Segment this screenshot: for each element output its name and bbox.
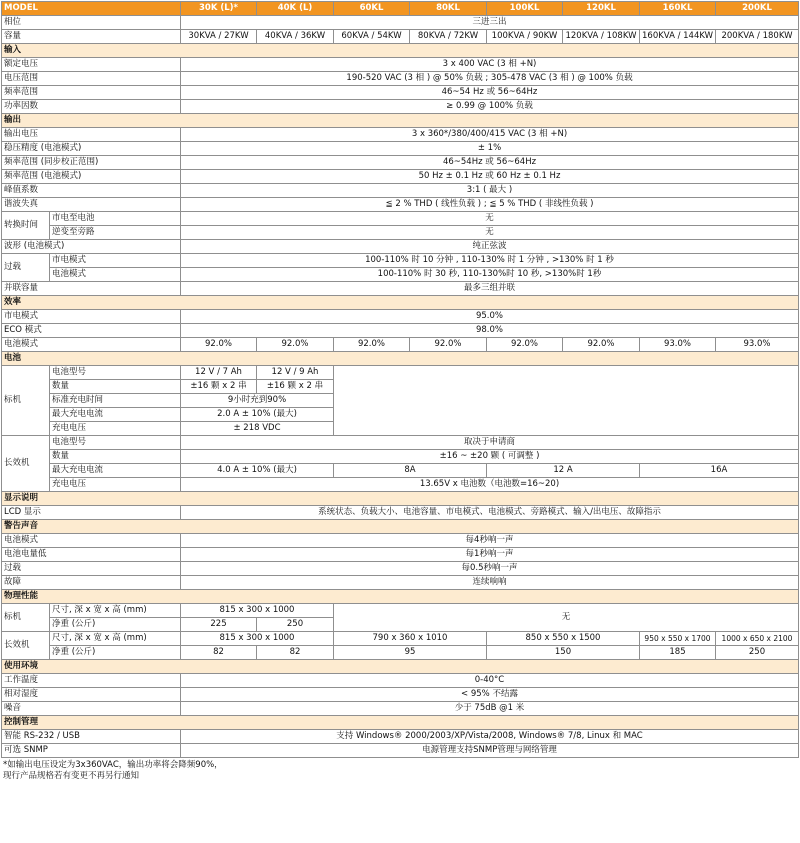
model-col-header: 100KL (487, 2, 563, 16)
section-environment (2, 660, 799, 674)
row-label: 尺寸, 深 x 宽 x 高 (mm) (50, 632, 181, 646)
row-value: 电源管理支持SNMP管理与网络管理 (181, 744, 799, 758)
footnote: 现行产品规格若有变更不再另行通知 (3, 771, 140, 781)
model-col-header: 60KL (334, 2, 410, 16)
cell-value: 120KVA / 108KW (563, 30, 640, 44)
row-label: 逆变至旁路 (50, 226, 181, 240)
row-value: ≥ 0.99 @ 100% 负载 (181, 100, 799, 114)
table-row (2, 576, 799, 590)
cell-value: 4.0 A ± 10% (最大) (181, 464, 334, 478)
group-label: 过载 (2, 254, 50, 282)
table-row (2, 450, 799, 464)
row-value: 50 Hz ± 0.1 Hz 或 60 Hz ± 0.1 Hz (181, 170, 799, 184)
table-row (2, 86, 799, 100)
row-label: 充电电压 (50, 422, 181, 436)
row-label: 工作温度 (2, 674, 181, 688)
section-title: 输入 (2, 44, 799, 58)
row-label: 最大充电电流 (50, 464, 181, 478)
table-row (2, 730, 799, 744)
empty-cell (334, 366, 799, 436)
table-row (2, 268, 799, 282)
table-row (2, 254, 799, 268)
cell-value: 92.0% (563, 338, 640, 352)
row-label: 电池电量低 (2, 548, 181, 562)
cell-value: 80KVA / 72KW (410, 30, 487, 44)
group-label: 标机 (2, 366, 50, 436)
cell-value: 225 (181, 618, 257, 632)
cell-value: 100KVA / 90KW (487, 30, 563, 44)
row-value: 3 x 360*/380/400/415 VAC (3 相 +N) (181, 128, 799, 142)
model-col-header: 120KL (563, 2, 640, 16)
cell-value: 95 (334, 646, 487, 660)
row-label: ECO 模式 (2, 324, 181, 338)
cell-value: 92.0% (257, 338, 334, 352)
row-label: 额定电压 (2, 58, 181, 72)
table-row (2, 198, 799, 212)
cell-value: 93.0% (716, 338, 799, 352)
group-label: 长效机 (2, 436, 50, 492)
table-row (2, 72, 799, 86)
row-value: 少于 75dB @1 米 (181, 702, 799, 716)
table-row (2, 100, 799, 114)
row-label: 市电至电池 (50, 212, 181, 226)
footnote: *如输出电压设定为3x360VAC，输出功率将会降频90%， (3, 760, 223, 770)
row-label: 频率范围 (电池模式) (2, 170, 181, 184)
table-row (2, 562, 799, 576)
table-row (2, 170, 799, 184)
model-col-header: 80KL (410, 2, 487, 16)
cell-value: 850 x 550 x 1500 (487, 632, 640, 646)
row-label: 波形 (电池模式) (2, 240, 181, 254)
cell-value: 2.0 A ± 10% (最大) (181, 408, 334, 422)
row-label: 稳压精度 (电池模式) (2, 142, 181, 156)
cell-value: 950 x 550 x 1700 (640, 632, 716, 646)
row-label: 相对湿度 (2, 688, 181, 702)
table-row (2, 604, 799, 618)
section-display (2, 492, 799, 506)
section-title: 显示说明 (2, 492, 799, 506)
section-title: 物理性能 (2, 590, 799, 604)
cell-value: 815 x 300 x 1000 (181, 604, 334, 618)
group-label: 标机 (2, 604, 50, 632)
table-row (2, 212, 799, 226)
cell-value: 12 V / 9 Ah (257, 366, 334, 380)
row-value: 3:1 ( 最大 ) (181, 184, 799, 198)
table-row (2, 744, 799, 758)
row-label: 相位 (2, 16, 181, 30)
table-row (2, 16, 799, 30)
section-title: 电池 (2, 352, 799, 366)
model-col-header: 200KL (716, 2, 799, 16)
row-value: 每0.5秒响一声 (181, 562, 799, 576)
cell-value: ±16 颗 x 2 串 (181, 380, 257, 394)
row-label: 尺寸, 深 x 宽 x 高 (mm) (50, 604, 181, 618)
row-value: 3 x 400 VAC (3 相 +N) (181, 58, 799, 72)
row-value: < 95% 不结露 (181, 688, 799, 702)
row-value: 190-520 VAC (3 相 ) @ 50% 负载 ; 305-478 VAC (3 相 ) @ 100% 负载 (181, 72, 799, 86)
table-row (2, 674, 799, 688)
table-row (2, 478, 799, 492)
row-value: 每1秒响一声 (181, 548, 799, 562)
cell-value: 9小时充到90% (181, 394, 334, 408)
row-label: 市电模式 (50, 254, 181, 268)
row-value: 0-40°C (181, 674, 799, 688)
row-label: 频率范围 (2, 86, 181, 100)
table-row (2, 436, 799, 450)
table-row (2, 632, 799, 646)
row-value: 46~54Hz 或 56~64Hz (181, 156, 799, 170)
header-row (2, 2, 799, 16)
row-label: 电池型号 (50, 436, 181, 450)
table-row (2, 310, 799, 324)
row-label: 市电模式 (2, 310, 181, 324)
cell-value: 92.0% (334, 338, 410, 352)
row-value: 取决于申请商 (181, 436, 799, 450)
cell-value: 无 (334, 604, 799, 632)
group-label: 转换时间 (2, 212, 50, 240)
model-col-header: 40K (L) (257, 2, 334, 16)
section-title: 控制管理 (2, 716, 799, 730)
table-row (2, 226, 799, 240)
table-row (2, 184, 799, 198)
row-value: ≦ 2 % THD ( 线性负载 ) ; ≦ 5 % THD ( 非线性负载 ) (181, 198, 799, 212)
table-row (2, 366, 799, 380)
row-label: 容量 (2, 30, 181, 44)
row-label: 电池模式 (2, 534, 181, 548)
table-row (2, 156, 799, 170)
section-title: 警告声音 (2, 520, 799, 534)
table-row (2, 702, 799, 716)
section-efficiency (2, 296, 799, 310)
cell-value: 60KVA / 54KW (334, 30, 410, 44)
cell-value: 185 (640, 646, 716, 660)
cell-value: 92.0% (487, 338, 563, 352)
row-label: 数量 (50, 450, 181, 464)
section-alarm (2, 520, 799, 534)
section-input (2, 44, 799, 58)
row-label: 输出电压 (2, 128, 181, 142)
section-battery (2, 352, 799, 366)
row-value: ±16 ~ ±20 颗 ( 可调整 ) (181, 450, 799, 464)
section-title: 使用环境 (2, 660, 799, 674)
table-row (2, 58, 799, 72)
row-label: 数量 (50, 380, 181, 394)
cell-value: 92.0% (181, 338, 257, 352)
table-row (2, 506, 799, 520)
row-label: 净重 (公斤) (50, 646, 181, 660)
table-row (2, 338, 799, 352)
cell-value: 16A (640, 464, 799, 478)
cell-value: 1000 x 650 x 2100 (716, 632, 799, 646)
model-col-header: 160KL (640, 2, 716, 16)
cell-value: 82 (257, 646, 334, 660)
row-label: 充电电压 (50, 478, 181, 492)
cell-value: 250 (716, 646, 799, 660)
table-row (2, 548, 799, 562)
cell-value: 12 A (487, 464, 640, 478)
cell-value: 92.0% (410, 338, 487, 352)
cell-value: 200KVA / 180KW (716, 30, 799, 44)
row-value: 每4秒响一声 (181, 534, 799, 548)
cell-value: 250 (257, 618, 334, 632)
row-label: 净重 (公斤) (50, 618, 181, 632)
table-row (2, 464, 799, 478)
cell-value: 30KVA / 27KW (181, 30, 257, 44)
table-row (2, 30, 799, 44)
row-value: 46~54 Hz 或 56~64Hz (181, 86, 799, 100)
row-label: 电池型号 (50, 366, 181, 380)
table-row (2, 128, 799, 142)
table-row (2, 142, 799, 156)
row-value: 100-110% 时 30 秒, 110-130%时 10 秒, >130%时 1秒 (181, 268, 799, 282)
row-value: 三进三出 (181, 16, 799, 30)
model-header: MODEL (2, 2, 181, 16)
cell-value: 40KVA / 36KW (257, 30, 334, 44)
row-label: 并联容量 (2, 282, 181, 296)
cell-value: 93.0% (640, 338, 716, 352)
table-row (2, 646, 799, 660)
section-management (2, 716, 799, 730)
row-label: 电池模式 (50, 268, 181, 282)
cell-value: 150 (487, 646, 640, 660)
row-value: 95.0% (181, 310, 799, 324)
row-label: 标准充电时间 (50, 394, 181, 408)
row-value: 纯正弦波 (181, 240, 799, 254)
row-label: 智能 RS-232 / USB (2, 730, 181, 744)
cell-value: 815 x 300 x 1000 (181, 632, 334, 646)
row-value: 系统状态、负载大小、电池容量、市电模式、电池模式、旁路模式、输入/出电压、故障指示 (181, 506, 799, 520)
model-col-header: 30K (L)* (181, 2, 257, 16)
table-row (2, 688, 799, 702)
row-label: 电池模式 (2, 338, 181, 352)
cell-value: 790 x 360 x 1010 (334, 632, 487, 646)
cell-value: ± 218 VDC (181, 422, 334, 436)
table-row (2, 240, 799, 254)
row-label: 功率因数 (2, 100, 181, 114)
row-value: 连续响响 (181, 576, 799, 590)
cell-value: 160KVA / 144KW (640, 30, 716, 44)
row-label: 故障 (2, 576, 181, 590)
row-value: 最多三组并联 (181, 282, 799, 296)
section-output (2, 114, 799, 128)
row-label: 噪音 (2, 702, 181, 716)
row-label: 电压范围 (2, 72, 181, 86)
table-row (2, 534, 799, 548)
row-value: 98.0% (181, 324, 799, 338)
row-value: 无 (181, 212, 799, 226)
row-label: 频率范围 (同步校正范围) (2, 156, 181, 170)
row-label: 谐波失真 (2, 198, 181, 212)
cell-value: 82 (181, 646, 257, 660)
table-row (2, 324, 799, 338)
row-value: ± 1% (181, 142, 799, 156)
row-value: 无 (181, 226, 799, 240)
row-value: 100-110% 时 10 分钟 , 110-130% 时 1 分钟 , >130% 时 1 秒 (181, 254, 799, 268)
row-label: 可选 SNMP (2, 744, 181, 758)
spec-table (1, 1, 799, 758)
section-title: 输出 (2, 114, 799, 128)
row-value: 13.65V x 电池数（电池数=16~20) (181, 478, 799, 492)
row-value: 支持 Windows® 2000/2003/XP/Vista/2008, Windows® 7/8, Linux 和 MAC (181, 730, 799, 744)
row-label: LCD 显示 (2, 506, 181, 520)
row-label: 峰值系数 (2, 184, 181, 198)
cell-value: 8A (334, 464, 487, 478)
row-label: 最大充电电流 (50, 408, 181, 422)
section-physical (2, 590, 799, 604)
cell-value: 12 V / 7 Ah (181, 366, 257, 380)
row-label: 过载 (2, 562, 181, 576)
cell-value: ±16 颗 x 2 串 (257, 380, 334, 394)
section-title: 效率 (2, 296, 799, 310)
group-label: 长效机 (2, 632, 50, 660)
table-row (2, 282, 799, 296)
